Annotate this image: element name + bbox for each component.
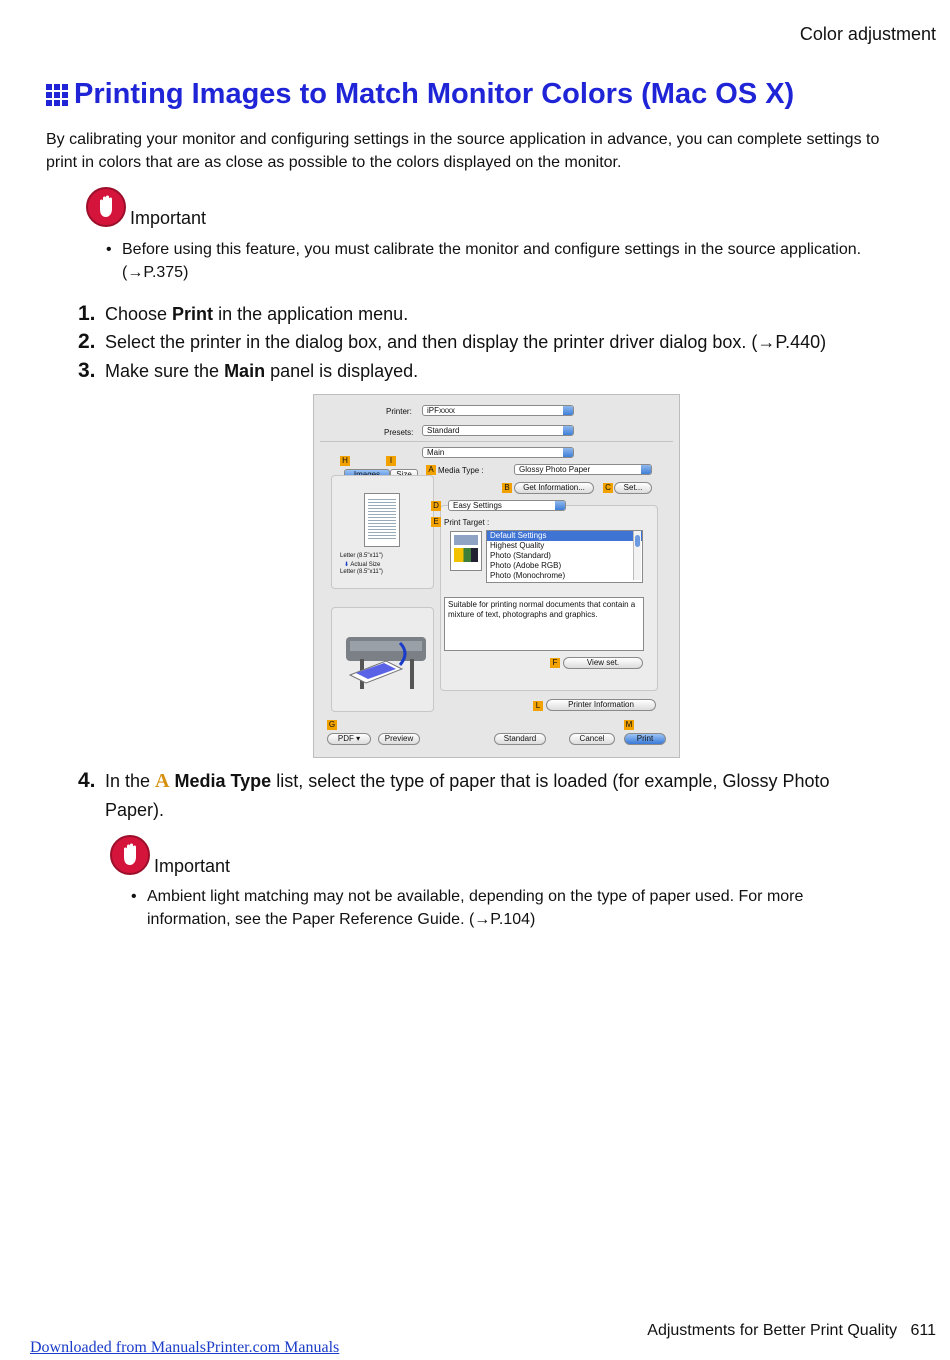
list-scrollbar[interactable] (633, 531, 641, 580)
presets-label: Presets: (384, 428, 414, 437)
page-title-text: Printing Images to Match Monitor Colors (Mac OS X) (74, 78, 795, 110)
intro-paragraph: By calibrating your monitor and configuring settings in the source application in advance, you can complete settings to print in colors that are as close as possible to the colors displayed on the monitor. (46, 131, 880, 171)
tag-E: E (431, 517, 441, 527)
tag-I: I (386, 456, 396, 466)
step-4-line2: Paper). (105, 800, 165, 820)
get-information-button[interactable]: Get Information... (514, 482, 594, 494)
important-bullet-1: • Before using this feature, you must calibrate the monitor and configure settings in the source application. (106, 241, 862, 258)
page-title (46, 78, 794, 111)
printer-illustration (340, 623, 430, 693)
printer-dialog-screenshot (313, 394, 680, 758)
media-type-label: Media Type : (438, 466, 484, 475)
print-target-option[interactable]: Default Settings (487, 531, 642, 541)
step-3: 3. Make sure the Main panel is displayed. (78, 359, 419, 382)
footer-chapter: Adjustments for Better Print Quality (647, 1322, 898, 1339)
set-button[interactable]: Set... (614, 482, 652, 494)
paper-size-2: Letter (8.5"x11") (340, 569, 383, 575)
important-label: Important (130, 208, 207, 228)
tag-D: D (431, 501, 441, 511)
pdf-button[interactable]: PDF ▾ (327, 733, 371, 745)
stop-hand-icon (110, 835, 150, 875)
print-button[interactable]: Print (624, 733, 666, 745)
standard-button[interactable]: Standard (494, 733, 546, 745)
print-target-option[interactable]: Photo (Adobe RGB) (490, 561, 562, 570)
description-box: Suitable for printing normal documents that contain a mixture of text, photographs and graphics. (444, 597, 644, 651)
step-4: 4. In the A Media Type list, select the type of paper that is loaded (for example, Glossy Photo (78, 769, 830, 792)
page-footer (647, 1322, 936, 1340)
important-bullet-2-line2: information, see the Paper Reference Guide. (→P.104) (147, 911, 536, 928)
tag-L: L (533, 701, 543, 711)
download-link[interactable]: Downloaded from ManualsPrinter.com Manuals (30, 1339, 340, 1356)
print-target-label: Print Target : (444, 518, 490, 527)
preview-button[interactable]: Preview (378, 733, 420, 745)
important-bullet-2: • Ambient light matching may not be available, depending on the type of paper used. For more (131, 888, 804, 905)
easy-settings-select[interactable]: Easy Settings (448, 500, 566, 511)
tag-A: A (426, 465, 436, 475)
grid-icon (46, 84, 68, 106)
tag-G: G (328, 720, 336, 729)
tag-H: H (340, 456, 350, 466)
step-2: 2. Select the printer in the dialog box, and then display the printer driver dialog box. (→P.440) (78, 330, 827, 353)
cancel-button[interactable]: Cancel (569, 733, 615, 745)
presets-select[interactable]: Standard (422, 425, 574, 436)
arrow-down-icon: ⬇ (344, 562, 350, 568)
tag-F: F (550, 658, 560, 668)
important-label: Important (154, 856, 231, 876)
print-target-option[interactable]: Photo (Monochrome) (490, 571, 566, 580)
scaling-info: ⬇ Actual Size (344, 562, 381, 568)
important-note-1 (86, 187, 206, 227)
page-number: 611 (910, 1322, 936, 1339)
important-note-2 (110, 835, 230, 875)
media-type-A-icon: A (155, 770, 170, 792)
bullet-ref: (→P.375) (122, 264, 189, 281)
target-thumbnail (450, 531, 482, 571)
page-preview (364, 493, 400, 547)
print-target-option[interactable]: Photo (Standard) (490, 551, 551, 560)
tag-B: B (502, 483, 512, 493)
paper-size-1: Letter (8.5"x11") (340, 553, 383, 559)
tag-C: C (603, 483, 613, 493)
bullet-text: Before using this feature, you must calibrate the monitor and configure settings in the source application. (122, 241, 862, 258)
step-1: 1. Choose Print in the application menu. (78, 302, 409, 325)
stop-hand-icon (86, 187, 126, 227)
media-type-select[interactable]: Glossy Photo Paper (514, 464, 652, 475)
panel-select[interactable]: Main (422, 447, 574, 458)
printer-label: Printer: (386, 407, 412, 416)
section-header: Color adjustment (799, 24, 936, 44)
printer-information-button[interactable]: Printer Information (546, 699, 656, 711)
printer-select[interactable]: iPFxxxx (422, 405, 574, 416)
tag-M: M (625, 720, 633, 729)
view-set-button[interactable]: View set. (563, 657, 643, 669)
print-target-option[interactable]: Highest Quality (490, 541, 545, 550)
print-target-list[interactable] (486, 530, 643, 583)
